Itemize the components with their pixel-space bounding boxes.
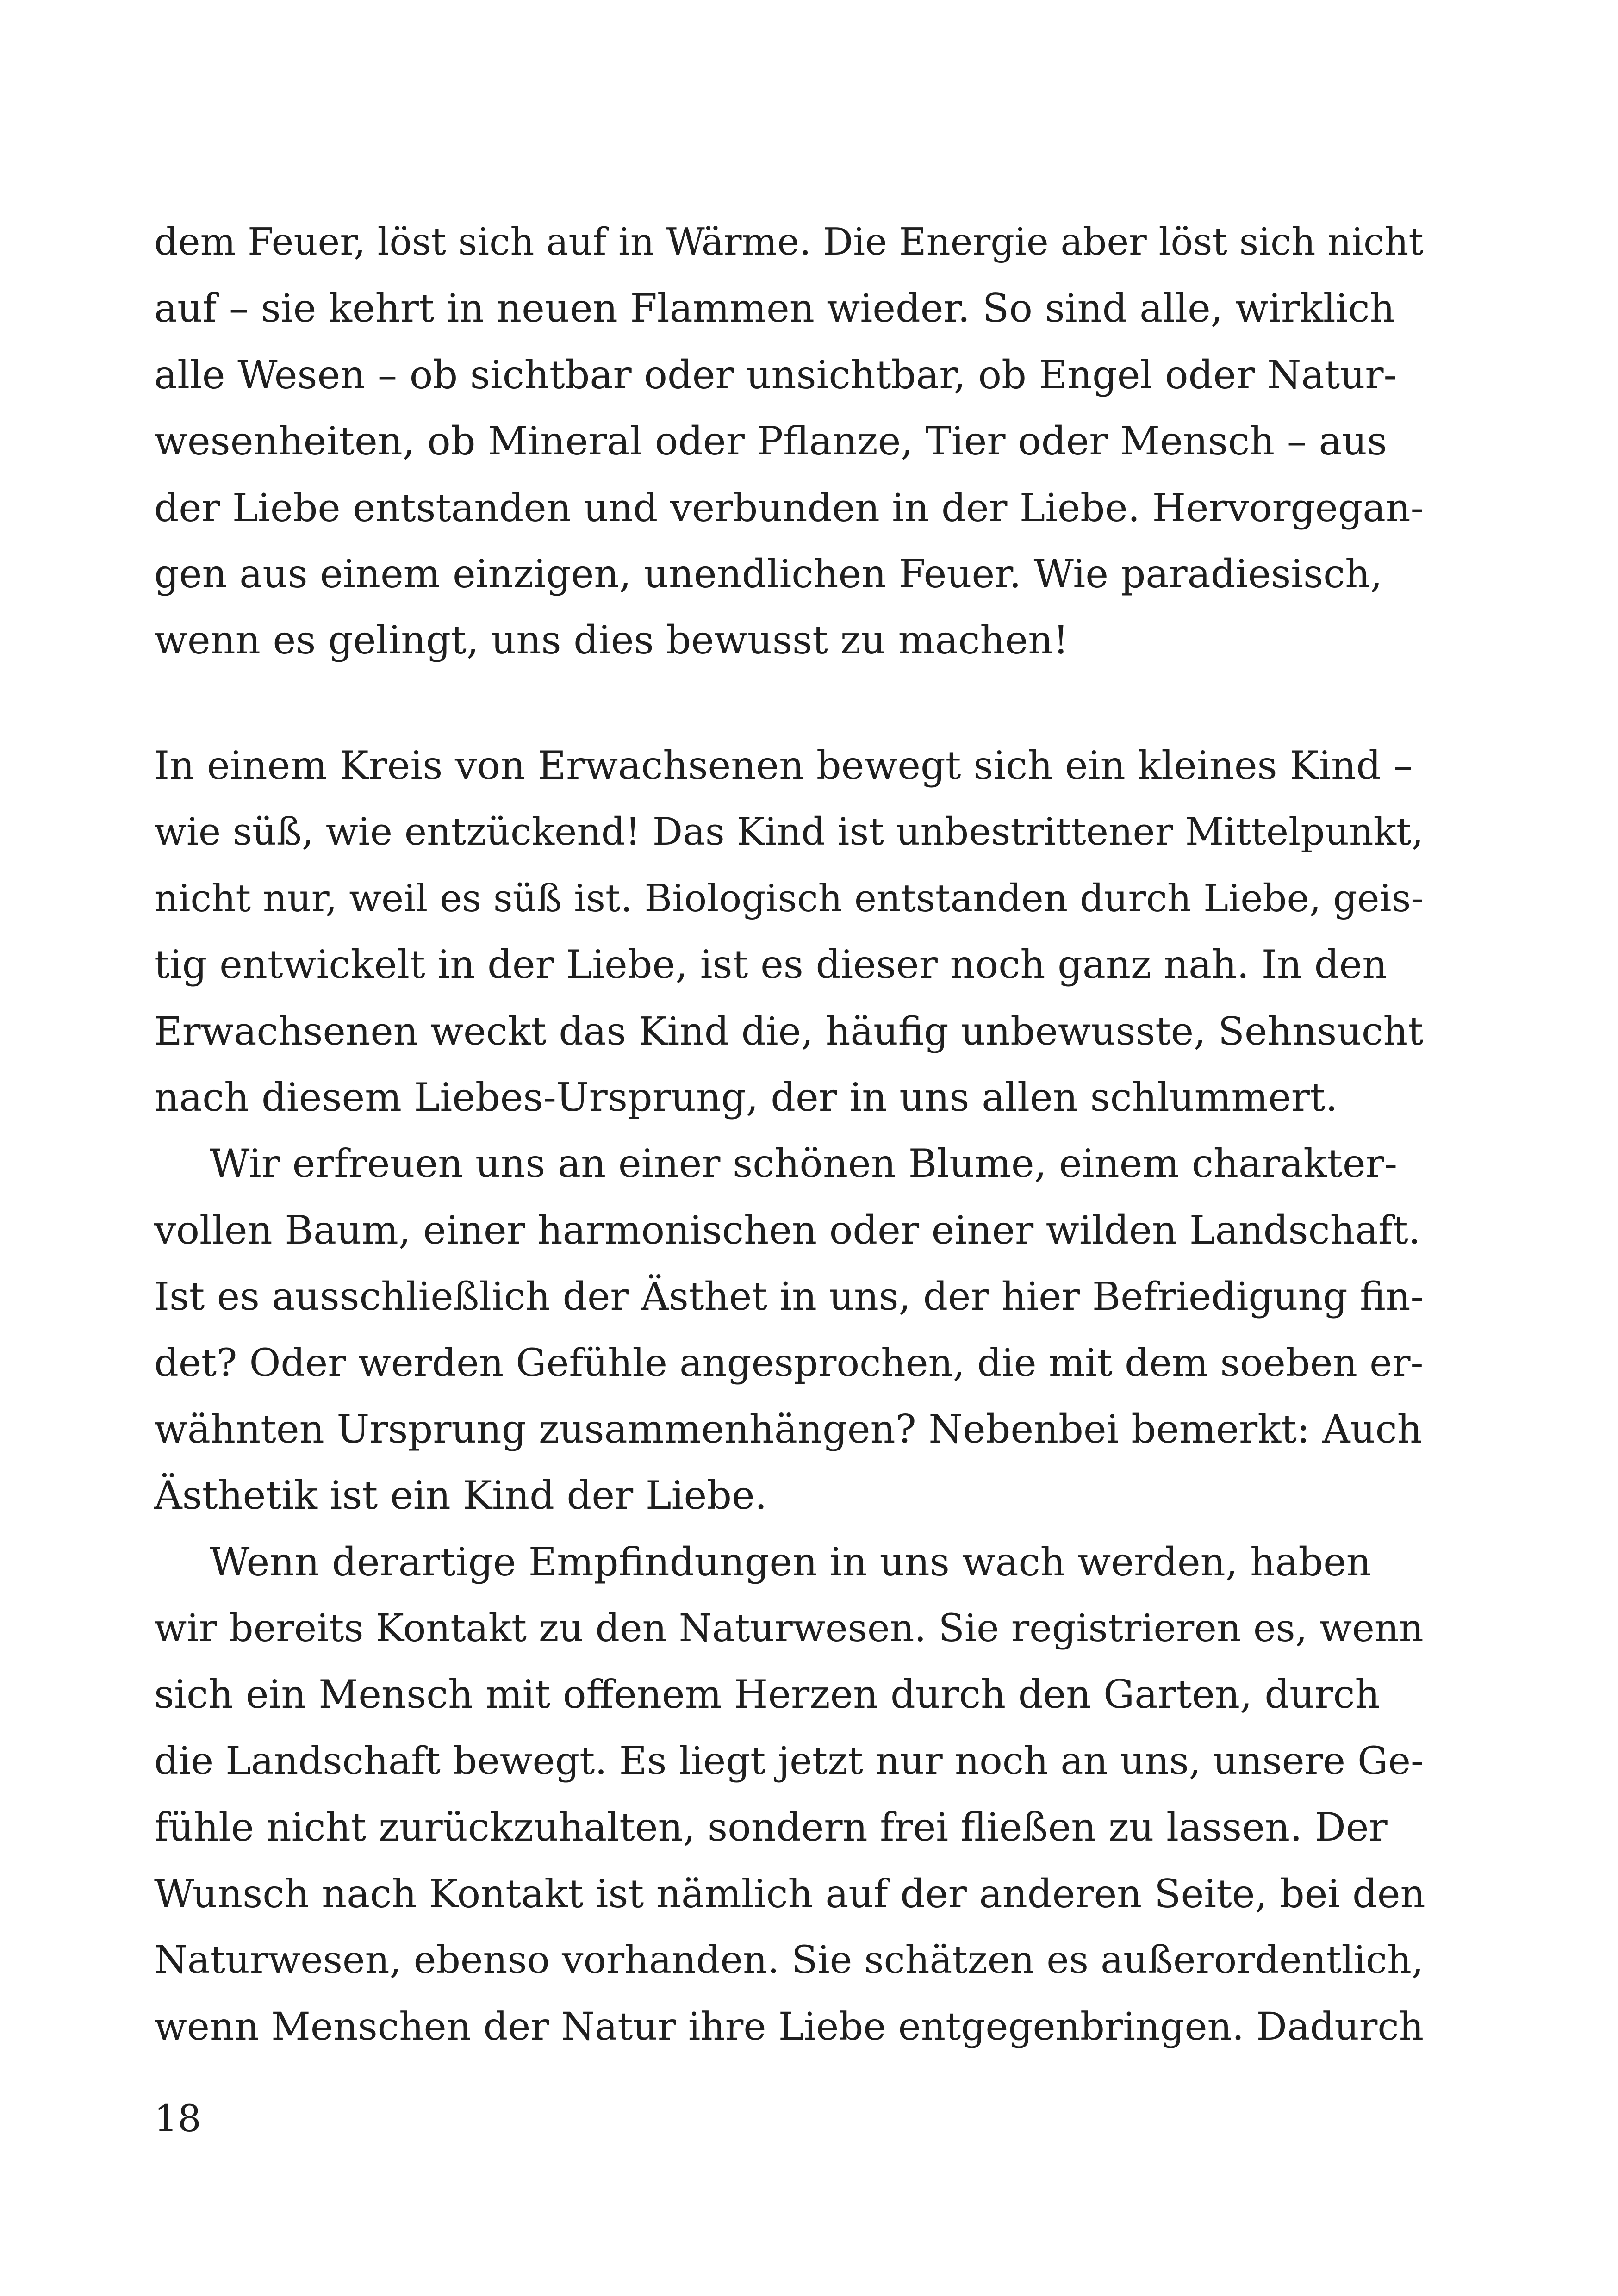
text-line: tig entwickelt in der Liebe, ist es dieser noch ganz nah. In den [154, 942, 1388, 988]
text-line: nach diesem Liebes-Ursprung, der in uns allen schlummert. [154, 1074, 1338, 1120]
text-line: sich ein Mensch mit offenem Herzen durch den Garten, durch [154, 1672, 1380, 1717]
text-line: fühle nicht zurückzuhalten, sondern frei fließen zu lassen. Der [154, 1804, 1388, 1850]
text-line: wesenheiten, ob Mineral oder Pflanze, Tier oder Mensch – aus [154, 418, 1387, 464]
text-line: der Liebe entstanden und verbunden in der Liebe. Hervorgegan- [154, 485, 1424, 530]
text-line: Wir erfreuen uns an einer schönen Blume, einem charakter- [210, 1141, 1398, 1187]
body-text-section [154, 733, 1430, 2060]
text-line: wenn Menschen der Natur ihre Liebe entgegenbringen. Dadurch [154, 2004, 1424, 2049]
text-line: gen aus einem einzigen, unendlichen Feuer. Wie paradiesisch, [154, 551, 1382, 597]
text-line: auf – sie kehrt in neuen Flammen wieder. So sind alle, wirklich [154, 286, 1395, 331]
paragraph-nature-beings [154, 1529, 1430, 2060]
text-line: nicht nur, weil es süß ist. Biologisch entstanden durch Liebe, geis- [154, 876, 1424, 921]
text-line: wähnten Ursprung zusammenhängen? Nebenbei bemerkt: Auch [154, 1406, 1422, 1452]
paragraph-child [154, 733, 1430, 1131]
paragraph-fire-energy [154, 209, 1430, 674]
page-number: 18 [154, 2097, 201, 2140]
text-line: det? Oder werden Gefühle angesprochen, die mit dem soeben er- [154, 1340, 1424, 1385]
text-line: dem Feuer, löst sich auf in Wärme. Die Energie aber löst sich nicht [154, 220, 1424, 264]
text-line: die Landschaft bewegt. Es liegt jetzt nur noch an uns, unsere Ge- [154, 1738, 1424, 1783]
text-line: wie süß, wie entzückend! Das Kind ist unbestrittener Mittelpunkt, [154, 810, 1424, 854]
text-line: Ästhetik ist ein Kind der Liebe. [154, 1473, 767, 1518]
text-line: wenn es gelingt, uns dies bewusst zu machen! [154, 617, 1069, 663]
text-line: In einem Kreis von Erwachsenen bewegt sich ein kleines Kind – [154, 743, 1413, 788]
text-line: Ist es ausschließlich der Ästhet in uns, der hier Befriedigung fin- [154, 1274, 1424, 1319]
text-line: Wunsch nach Kontakt ist nämlich auf der anderen Seite, bei den [154, 1871, 1425, 1916]
text-line: Naturwesen, ebenso vorhanden. Sie schätzen es außerordentlich, [154, 1938, 1424, 1983]
text-line: Wenn derartige Empfindungen in uns wach werden, haben [210, 1539, 1371, 1585]
text-line: Erwachsenen weckt das Kind die, häufig unbewusste, Sehnsucht [154, 1008, 1424, 1054]
text-line: wir bereits Kontakt zu den Naturwesen. Sie registrieren es, wenn [154, 1606, 1424, 1651]
text-line: vollen Baum, einer harmonischen oder einer wilden Landschaft. [154, 1207, 1421, 1253]
text-line: alle Wesen – ob sichtbar oder unsichtbar, ob Engel oder Natur- [154, 352, 1397, 398]
paragraph-aesthetics [154, 1131, 1430, 1529]
